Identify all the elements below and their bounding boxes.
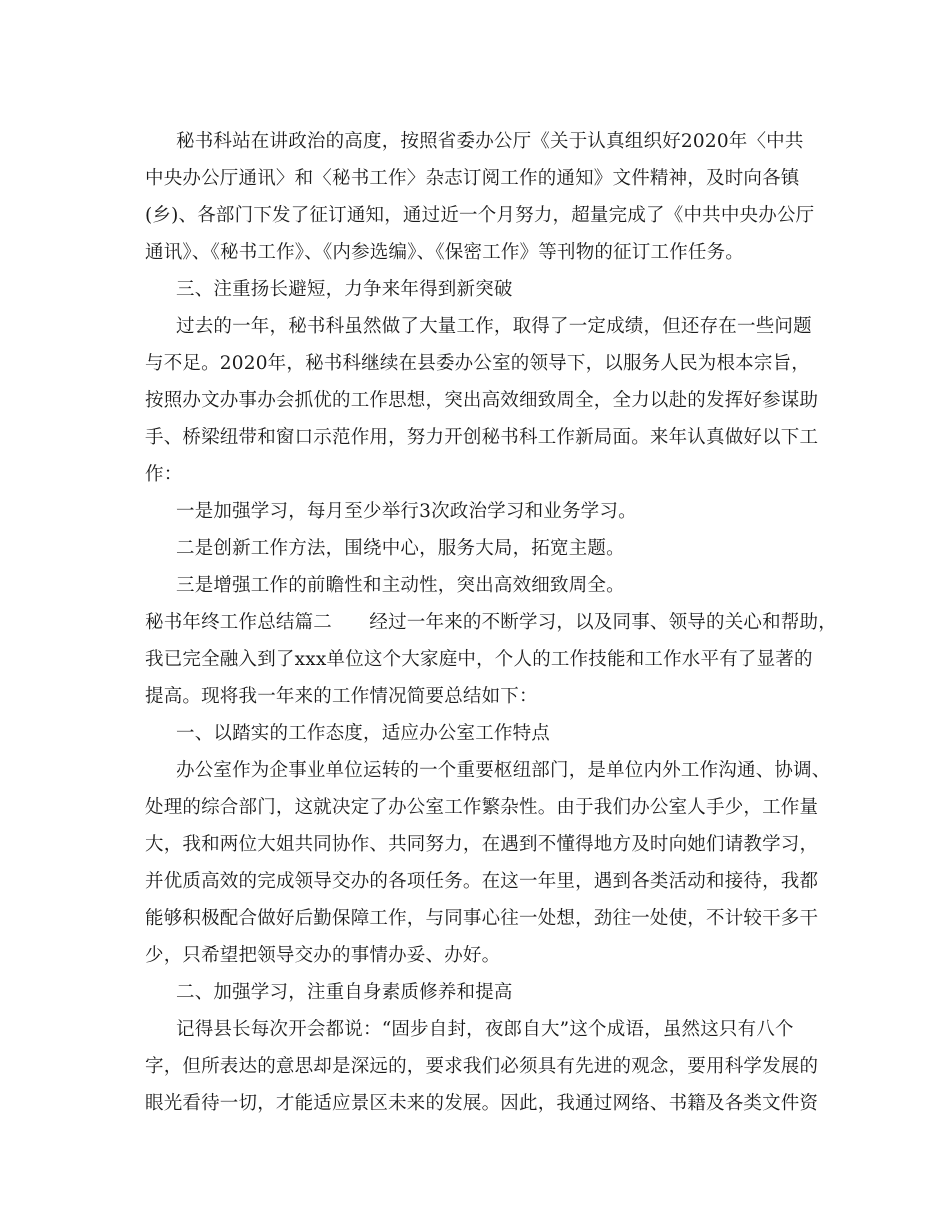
article-title-line: 秘书年终工作总结篇二 经过一年来的不断学习，以及同事、领导的关心和帮助，: [145, 612, 837, 633]
paragraph-line: 大，我和两位大姐共同协作、共同努力，在遇到不懂得地方及时向她们请教学习，: [145, 834, 819, 855]
paragraph-line: 按照办文办事办会抓优的工作思想，突出高效细致周全，全力以赴的发挥好参谋助: [145, 390, 819, 411]
paragraph-line: 少，只希望把领导交办的事情办妥、办好。: [145, 945, 501, 966]
paragraph-line: 提高。现将我一年来的工作情况简要总结如下：: [145, 686, 538, 707]
paragraph-line: (乡)、各部门下发了征订通知，通过近一个月努力，超量完成了《中共中央办公厅: [145, 205, 815, 226]
paragraph-line: 作：: [145, 464, 183, 485]
paragraph-line: 处理的综合部门，这就决定了办公室工作繁杂性。由于我们办公室人手少，工作量: [145, 797, 819, 818]
section-heading: 二、加强学习，注重自身素质修养和提高: [176, 982, 513, 1003]
paragraph-line: 能够积极配合做好后勤保障工作，与同事心往一处想，劲往一处使，不计较干多干: [145, 908, 819, 929]
paragraph-line: 并优质高效的完成领导交办的各项任务。在这一年里，遇到各类活动和接待，我都: [145, 871, 819, 892]
paragraph-line: 办公室作为企事业单位运转的一个重要枢纽部门，是单位内外工作沟通、协调、: [176, 760, 831, 781]
section-heading: 三、注重扬长避短，力争来年得到新突破: [176, 279, 513, 300]
list-item: 三是增强工作的前瞻性和主动性，突出高效细致周全。: [176, 575, 625, 596]
paragraph-line: 记得县长每次开会都说：“固步自封，夜郎自大”这个成语，虽然这只有八个: [176, 1019, 794, 1040]
paragraph-line: 字，但所表达的意思却是深远的，要求我们必须具有先进的观念，要用科学发展的: [145, 1056, 819, 1077]
section-heading: 一、以踏实的工作态度，适应办公室工作特点: [176, 723, 551, 744]
paragraph-line: 我已完全融入到了xxx单位这个大家庭中，个人的工作技能和工作水平有了显著的: [145, 649, 813, 670]
list-item: 一是加强学习，每月至少举行3次政治学习和业务学习。: [176, 501, 637, 522]
paragraph-line: 通讯》、《秘书工作》、《内参选编》、《保密工作》等刊物的征订工作任务。: [145, 242, 745, 263]
list-item: 二是创新工作方法，围绕中心，服务大局，拓宽主题。: [176, 538, 625, 559]
paragraph-line: 秘书科站在讲政治的高度，按照省委办公厅《关于认真组织好2020年〈中共: [176, 131, 804, 152]
paragraph-line: 过去的一年，秘书科虽然做了大量工作，取得了一定成绩，但还存在一些问题: [176, 316, 812, 337]
paragraph-line: 手、桥梁纽带和窗口示范作用，努力开创秘书科工作新局面。来年认真做好以下工: [145, 427, 819, 448]
paragraph-line: 眼光看待一切，才能适应景区未来的发展。因此，我通过网络、书籍及各类文件资: [145, 1093, 819, 1114]
paragraph-line: 与不足。2020年，秘书科继续在县委办公室的领导下，以服务人民为根本宗旨，: [145, 353, 810, 374]
paragraph-line: 中央办公厅通讯〉和〈秘书工作〉杂志订阅工作的通知》文件精神，及时向各镇: [145, 168, 800, 189]
